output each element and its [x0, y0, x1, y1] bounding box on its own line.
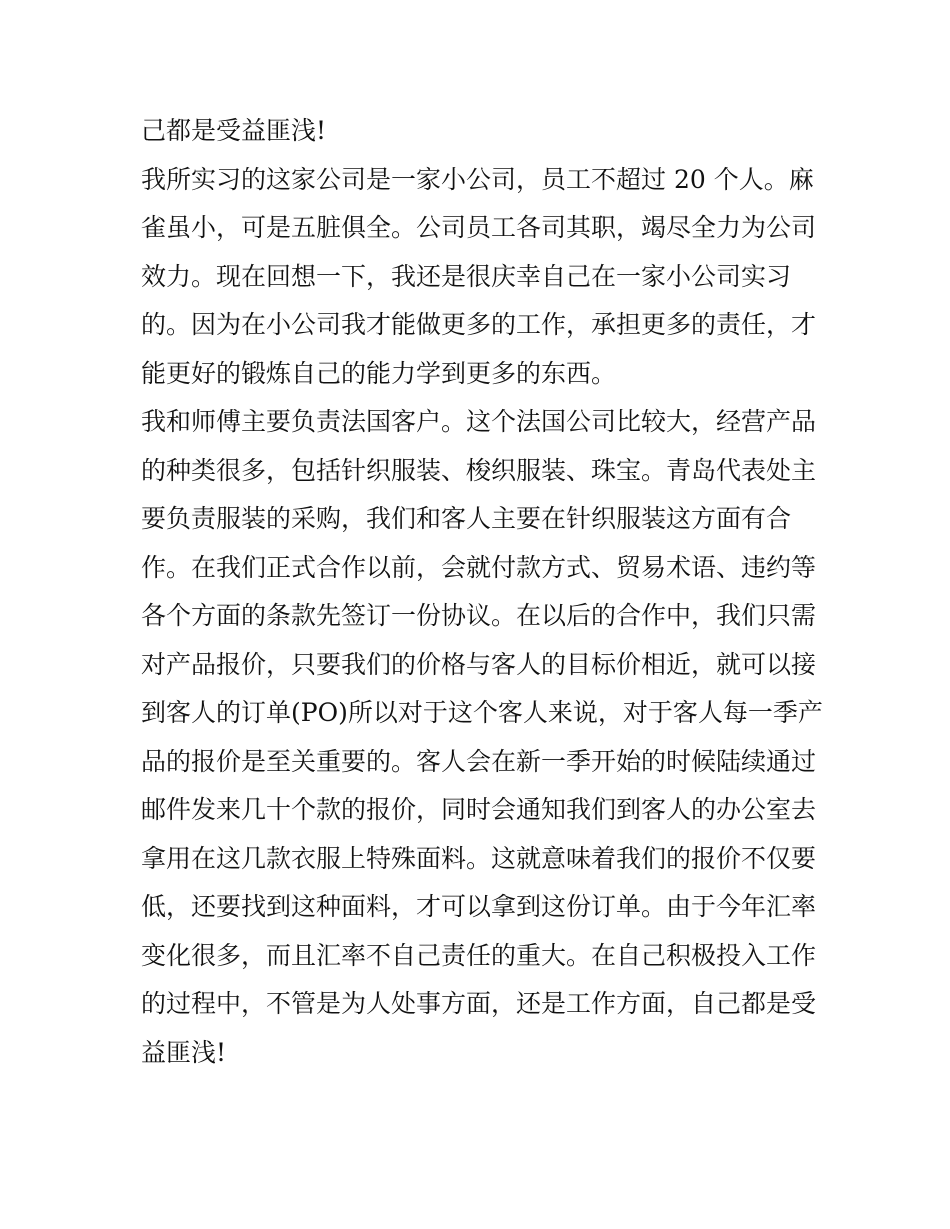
text-line: 要负责服装的采购，我们和客人主要在针织服装这方面有合 — [141, 504, 792, 533]
text-line: 拿用在这几款衣服上特殊面料。这就意味着我们的报价不仅要 — [141, 843, 817, 873]
body-text — [141, 107, 823, 1077]
text-line: 到客人的订单(PO)所以对于这个客人来说，对于客人每一季产 — [141, 698, 823, 727]
text-line: 对产品报价，只要我们的价格与客人的目标价相近，就可以接 — [141, 649, 817, 679]
text-line: 邮件发来几十个款的报价，同时会通知我们到客人的办公室去 — [141, 795, 817, 824]
text-line: 益匪浅! — [141, 1037, 227, 1067]
text-line: 我和师傅主要负责法国客户。这个法国公司比较大，经营产品 — [141, 407, 817, 436]
text-line: 低，还要找到这种面料，才可以拿到这份订单。由于今年汇率 — [141, 892, 817, 921]
text-line: 作。在我们正式合作以前，会就付款方式、贸易术语、违约等 — [141, 552, 817, 582]
text-line: 各个方面的条款先签订一份协议。在以后的合作中，我们只需 — [141, 601, 817, 630]
text-line: 己都是受益匪浅! — [141, 116, 327, 145]
text-line: 能更好的锻炼自己的能力学到更多的东西。 — [141, 358, 617, 388]
text-line: 我所实习的这家公司是一家小公司，员工不超过 20 个人。麻 — [141, 164, 814, 194]
text-line: 品的报价是至关重要的。客人会在新一季开始的时候陆续通过 — [141, 746, 817, 776]
text-line: 雀虽小，可是五脏俱全。公司员工各司其职，竭尽全力为公司 — [141, 213, 817, 242]
text-line: 的。因为在小公司我才能做更多的工作，承担更多的责任，才 — [141, 310, 817, 339]
text-line: 效力。现在回想一下，我还是很庆幸自己在一家小公司实习 — [141, 261, 792, 291]
text-line: 的种类很多，包括针织服装、梭织服装、珠宝。青岛代表处主 — [141, 455, 817, 485]
text-line: 的过程中，不管是为人处事方面，还是工作方面，自己都是受 — [141, 989, 817, 1018]
text-line: 变化很多，而且汇率不自己责任的重大。在自己积极投入工作 — [141, 940, 817, 970]
